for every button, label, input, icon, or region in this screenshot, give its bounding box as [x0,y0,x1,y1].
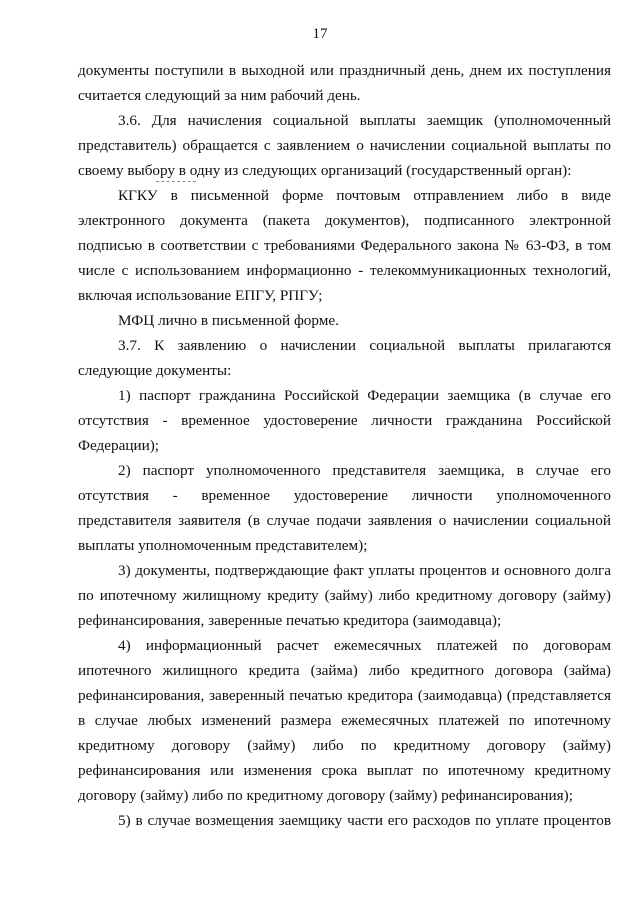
text-line: электронного документа (пакета документов), подписанного электронной [78,212,611,229]
text-line: числе с использованием информационно - телекоммуникационных технологий, [78,262,611,279]
text-line: 3) документы, подтверждающие факт уплаты процентов и основного долга [118,562,611,579]
text-line: своему выбору в одну из следующих организаций (государственный орган): [78,162,572,179]
text-line: 3.6. Для начисления социальной выплаты заемщик (уполномоченный [118,112,611,129]
text-line: представитель) обращается с заявлением о начислении социальной выплаты по [78,137,611,154]
text-line: отсутствия - временное удостоверение личности гражданина Российской [78,412,611,429]
text-line: 4) информационный расчет ежемесячных платежей по договорам [118,637,611,654]
text-line: КГКУ в письменной форме почтовым отправлением либо в виде [118,187,611,204]
text-line: кредитному договору (займу) либо по кредитному договору (займу) [78,737,611,754]
text-line: 1) паспорт гражданина Российской Федерации заемщика (в случае его [118,387,611,404]
text-line: МФЦ лично в письменной форме. [118,312,339,329]
text-line: по ипотечному жилищному кредиту (займу) либо кредитному договору (займу) [78,587,611,604]
text-line: подписью в соответствии с требованиями Федерального закона № 63-ФЗ, в том [78,237,611,254]
text-line: в случае любых изменений размера ежемесячных платежей по ипотечному [78,712,611,729]
text-line: рефинансирования, заверенный печатью кредитора (заимодавца) (представляется [78,687,611,704]
text-line: рефинансирования, заверенные печатью кредитора (заимодавца); [78,612,502,629]
text-line: считается следующий за ним рабочий день. [78,87,361,104]
text-line: выплаты уполномоченным представителем); [78,537,368,554]
document-body [78,58,611,833]
text-line: ипотечного жилищного кредита (займа) либо кредитного договора (займа) [78,662,611,679]
text-line: 3.7. К заявлению о начислении социальной выплаты прилагаются [118,337,611,354]
text-line: документы поступили в выходной или праздничный день, днем их поступления [78,62,611,79]
text-line: Федерации); [78,437,160,454]
text-line: следующие документы: [78,362,232,379]
text-line: договору (займу) либо по кредитному договору (займу) рефинансирования); [78,787,573,804]
text-line: 5) в случае возмещения заемщику части его расходов по уплате процентов [118,812,611,829]
text-line: включая использование ЕПГУ, РПГУ; [78,287,323,304]
text-line: 2) паспорт уполномоченного представителя заемщика, в случае его [118,462,611,479]
text-line: представителя заявителя (в случае подачи заявления о начислении социальной [78,512,611,529]
text-line: рефинансирования или изменения срока выплат по ипотечному кредитному [78,762,611,779]
page-number: 17 [312,26,328,42]
text-line: отсутствия - временное удостоверение личности уполномоченного [78,487,611,504]
